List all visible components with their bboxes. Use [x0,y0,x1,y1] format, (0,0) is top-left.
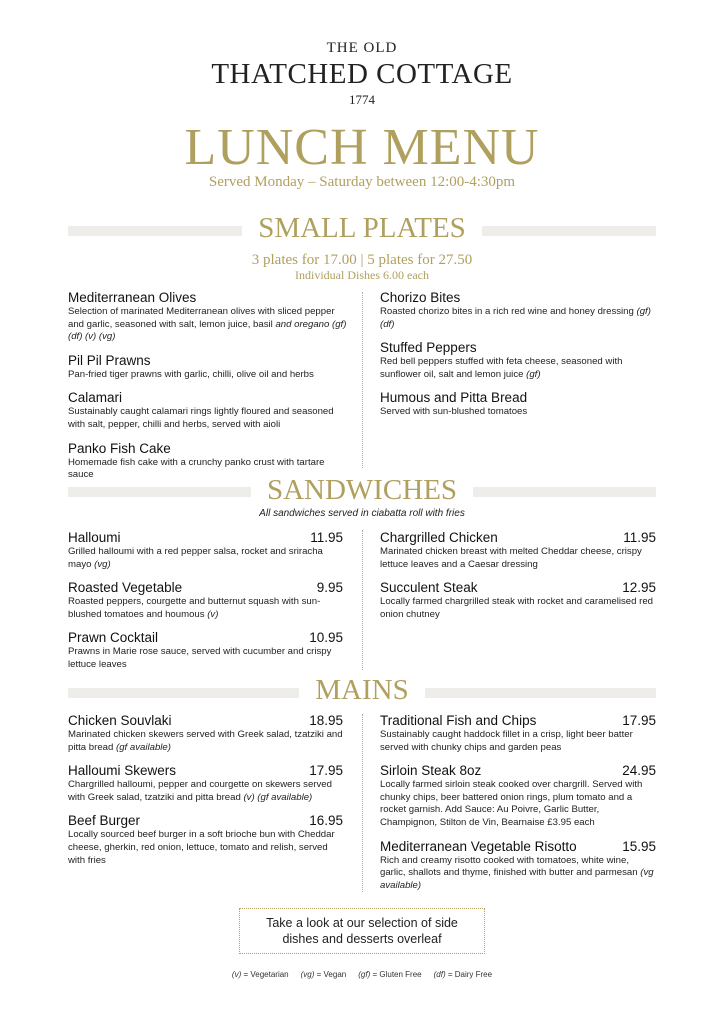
legend-entry [358,970,421,979]
column-divider [362,530,363,670]
menu-item-description-text: Served with sun-blushed tomatoes [380,406,528,418]
menu-item-description-text: Marinated chicken breast with melted Cheddar cheese, crispy lettuce leaves and a Caesar dressing [380,546,642,570]
menu-item-description-text: Sustainably caught haddock fillet in a crisp, light beer batter served with chunky chips and garden peas [380,729,633,753]
menu-item [68,353,350,382]
menu-item [68,763,343,804]
brand-year: 1774 [349,92,375,107]
legend-key: (vg) [300,970,315,979]
legend-text: = Vegan [316,970,347,979]
legend-text: = Gluten Free [372,970,422,979]
menu-item-description-text: Locally sourced beef burger in a soft brioche bun with Cheddar cheese, gherkin, red onion, lettuce, tomato and relish, served with fries [68,829,335,866]
column-divider [362,292,363,468]
menu-item-name: Stuffed Peppers [380,340,477,356]
menu-item-header [68,353,350,369]
menu-item-price: 18.95 [309,713,343,728]
sandwiches-right-column [380,530,656,630]
section-heading-label: MAINS [299,674,424,706]
menu-item-description [380,546,656,571]
section-heading-sandwiches [0,474,724,507]
legend-text: = Vegetarian [243,970,289,979]
menu-item-name: Halloumi [68,530,121,545]
menu-item-description [68,729,343,754]
menu-item-header [380,390,656,406]
menu-item-header [380,580,656,596]
overleaf-note [239,908,485,954]
legend-entry [434,970,492,979]
menu-item-name: Chargrilled Chicken [380,530,498,545]
section-heading-label: SMALL PLATES [242,212,482,244]
menu-item-description-text: Selection of marinated Mediterranean olives with sliced pepper and garlic, seasoned with salt, lemon juice, basil [68,306,335,330]
menu-item-price: 11.95 [310,530,343,545]
legend-key: (v) [231,970,242,979]
menu-item [380,390,656,419]
menu-item-name: Sirloin Steak 8oz [380,763,482,779]
menu-item-price: 17.95 [309,763,343,779]
menu-item-description [380,356,656,381]
menu-item-diet-tags: (v) (gf available) [243,791,313,803]
menu-item-description-text: Chargrilled halloumi, pepper and courgette on skewers served with Greek salad, tzatziki and pitta bread [68,779,332,803]
menu-item-price: 17.95 [622,713,656,728]
overleaf-note-line1: Take a look at our selection of side [266,916,458,930]
mains-left-column [68,713,343,876]
menu-item-price: 10.95 [309,630,343,646]
menu-item-name: Chorizo Bites [380,290,461,305]
menu-item-description [68,406,350,431]
menu-item-header [68,713,343,729]
menu-item [380,763,656,829]
menu-item-description [380,779,656,829]
column-divider [362,714,363,892]
section-heading-small-plates [0,212,724,245]
menu-item-name: Panko Fish Cake [68,440,171,456]
menu-item-header [68,290,350,306]
menu-item-description [380,406,656,419]
sandwiches-note: All sandwiches served in ciabatta roll with fries [259,508,465,519]
menu-item-price: 9.95 [316,580,343,596]
section-heading-mains [0,674,724,707]
overleaf-note-line2: dishes and desserts overleaf [282,932,442,946]
menu-item-description-text: Roasted peppers, courgette and butternut squash with sun-blushed tomatoes and houmous [68,596,321,620]
menu-item-name: Prawn Cocktail [68,630,159,646]
menu-item-diet-tags: (vg) [94,558,111,570]
menu-item-description [380,596,656,621]
menu-item-price: 24.95 [622,763,656,779]
menu-item-header [380,839,656,855]
menu-item [68,813,343,867]
menu-item-name: Mediterranean Vegetable Risotto [380,838,577,854]
menu-item-description-text: Roasted chorizo bites in a rich red wine and honey dressing [380,306,634,317]
menu-item-header [380,340,656,356]
menu-item-name: Humous and Pitta Bread [380,390,528,406]
menu-item-description-text: Sustainably caught calamari rings lightly floured and seasoned with salt, pepper, chilli and herbs, served with aioli [68,406,334,430]
menu-item-description-text: Grilled halloumi with a red pepper salsa, rocket and sriracha mayo [68,546,323,570]
menu-item [380,290,656,331]
menu-item-description-text: Rich and creamy risotto cooked with tomatoes, white wine, garlic, shallots and thyme, finished with butter and parmesan [380,854,638,879]
menu-item [68,390,350,431]
menu-item-name: Roasted Vegetable [68,580,183,596]
menu-item [68,630,343,671]
menu-item-price: 12.95 [622,580,656,596]
menu-item-description [68,829,343,867]
page-title: LUNCH MENU [184,119,540,176]
menu-item-diet-tags: and oregano (gf) (df) (v) (vg) [68,318,347,343]
menu-item-name: Succulent Steak [380,580,478,596]
menu-item-header [380,713,656,729]
menu-item [68,290,350,344]
menu-item-description [68,646,343,671]
menu-item-description [68,546,343,571]
menu-item [68,530,343,571]
menu-item-description [68,596,343,621]
menu-item-description-text: Pan-fried tiger prawns with garlic, chilli, olive oil and herbs [68,368,314,380]
menu-item-name: Calamari [68,390,123,406]
menu-item-header [68,390,350,406]
menu-item-name: Mediterranean Olives [68,290,197,305]
legend-entry [301,970,347,979]
menu-item-name: Chicken Souvlaki [68,713,172,728]
menu-item [68,713,343,754]
menu-item-price: 16.95 [309,813,343,829]
mains-right-column [380,713,656,901]
menu-item-description-text: Prawns in Marie rose sauce, served with cucumber and crispy lettuce leaves [68,646,332,670]
small-plates-right-column [380,290,656,428]
brand-line1: THE OLD [326,40,398,56]
menu-item-header [380,763,656,779]
menu-item-header [380,290,656,306]
menu-item-name: Pil Pil Prawns [68,352,151,368]
menu-item-description-text: Red bell peppers stuffed with feta cheese, seasoned with sunflower oil, salt and lemon juice [380,356,623,380]
menu-item-price: 15.95 [622,838,656,854]
menu-item-header [380,530,656,546]
menu-item-description-text: Marinated chicken skewers served with Greek salad, tzatziki and pitta bread [68,729,343,753]
menu-item-description [380,855,656,893]
menu-item-diet-tags: (gf) [526,368,541,380]
brand-name: THATCHED COTTAGE [211,58,513,90]
menu-item-description [68,369,350,382]
menu-item-diet-tags: (v) [207,608,219,620]
menu-item [380,530,656,571]
menu-item-diet-tags: (vg available) [380,867,654,891]
menu-item-description [68,779,343,804]
menu-item-header [68,763,343,779]
menu-item [68,580,343,621]
small-plates-offer-sub: Individual Dishes 6.00 each [295,268,429,282]
menu-item-header [68,530,343,546]
page-subtitle: Served Monday – Saturday between 12:00-4:30pm [208,174,516,190]
menu-item-name: Beef Burger [68,813,141,829]
sandwiches-left-column [68,530,343,681]
legend-key: (df) [433,970,446,979]
menu-item [380,713,656,754]
small-plates-offer: 3 plates for 17.00 | 5 plates for 27.50 [251,252,473,268]
small-plates-left-column [68,290,350,491]
section-heading-label: SANDWICHES [251,474,473,506]
menu-item-description-text: Homemade fish cake with a crunchy panko crust with tartare sauce [68,456,325,481]
menu-item-header [68,813,343,829]
menu-item-diet-tags: (gf) (df) [380,306,651,330]
menu-item [380,839,656,893]
menu-item-name: Halloumi Skewers [68,763,177,779]
menu-item-price: 11.95 [623,530,656,545]
menu-item-description-text: Locally farmed sirloin steak cooked over chargrill. Served with chunky chips, beer battered onion rings, plum tomato and a rocket garnish. Add Sauce: Au Poivre, Garlic Butter, Champignon, Stilton de Vin, Bearnaise £3.95 each [380,779,643,828]
menu-item-description-text: Locally farmed chargrilled steak with rocket and caramelised red onion chutney [380,596,654,620]
menu-item-header [68,441,350,457]
menu-item-description [380,729,656,754]
menu-item-header [68,630,343,646]
menu-item-name: Traditional Fish and Chips [380,713,537,728]
legend-entry [232,970,289,979]
menu-item [380,340,656,381]
legend-key: (gf) [358,970,371,979]
menu-item [380,580,656,621]
menu-item-header [68,580,343,596]
menu-item-description [380,306,656,331]
menu-item-description [68,306,350,344]
menu-item-diet-tags: (gf available) [116,741,171,753]
dietary-legend [0,970,724,979]
legend-text: = Dairy Free [447,970,493,979]
